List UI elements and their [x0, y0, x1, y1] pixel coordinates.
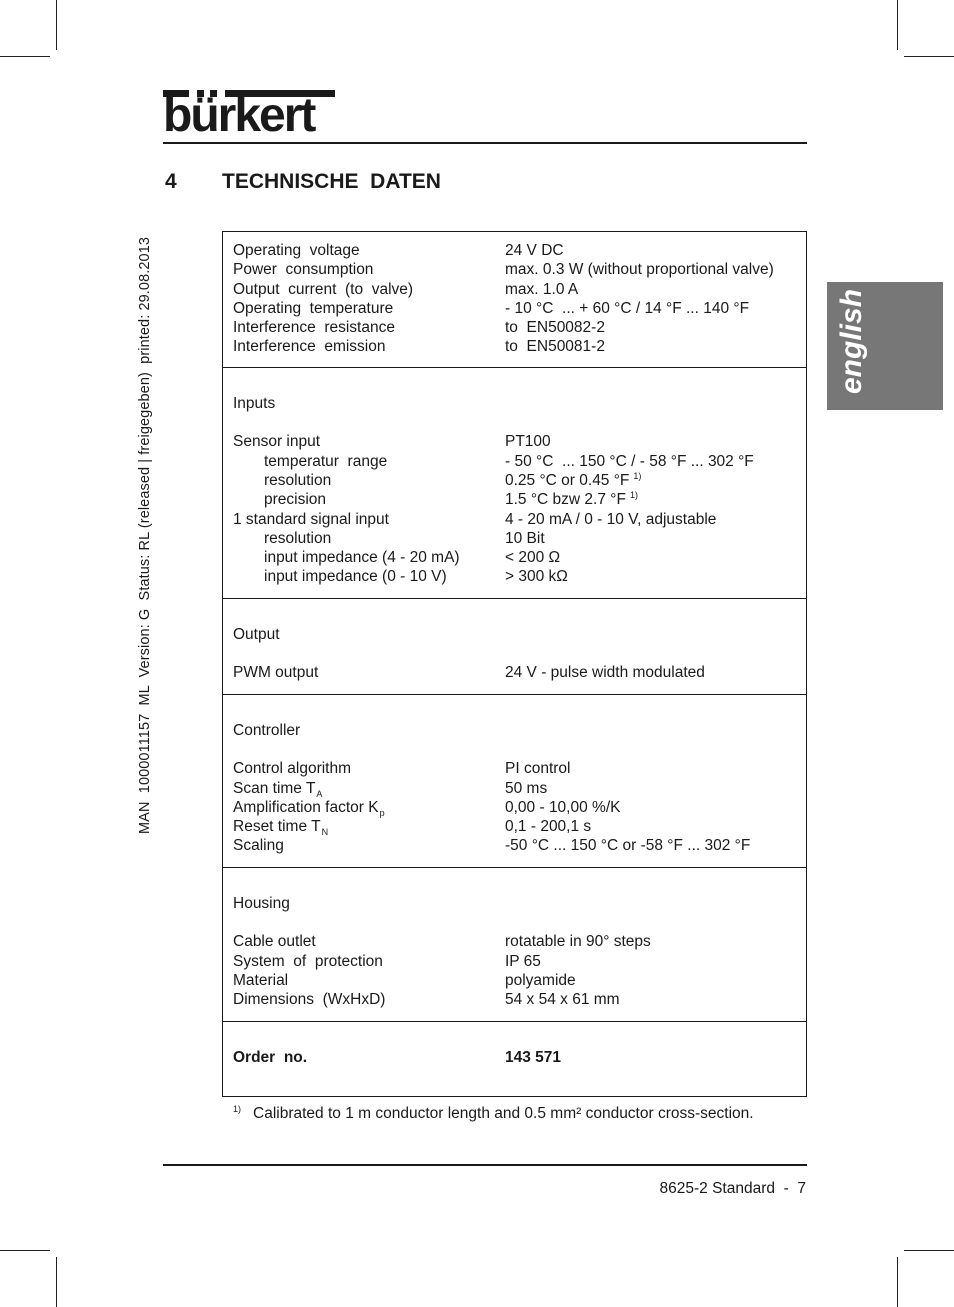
- spec-row: [233, 548, 796, 567]
- spec-row: [233, 260, 796, 279]
- language-tab: [827, 282, 943, 410]
- order-number-row: [233, 1048, 796, 1067]
- spec-value: 0,00 - 10,00 %/K: [505, 798, 621, 816]
- spec-key: Scaling: [233, 837, 284, 855]
- spec-row: [233, 510, 796, 529]
- spec-key: Dimensions (WxHxD): [233, 991, 386, 1009]
- spec-value: > 300 kΩ: [505, 568, 568, 586]
- spec-key: precision: [264, 491, 327, 509]
- spec-value: 4 - 20 mA / 0 - 10 V, adjustable: [505, 510, 717, 528]
- crop-mark: [56, 1257, 57, 1307]
- logo-wordmark: bürkert: [163, 89, 315, 142]
- spec-key: Power consumption: [233, 261, 374, 279]
- crop-mark: [904, 56, 954, 57]
- spec-key: 1 standard signal input: [233, 510, 389, 528]
- spec-key: System of protection: [233, 952, 383, 970]
- spec-row: [233, 490, 796, 509]
- spec-key: [233, 779, 505, 798]
- block-heading: Housing: [233, 894, 290, 912]
- footnote: [233, 1104, 754, 1123]
- block-heading-row: [233, 721, 796, 740]
- crop-mark: [897, 1257, 898, 1307]
- section-number: 4: [165, 170, 177, 193]
- spec-value: PI control: [505, 760, 571, 778]
- spec-value: rotatable in 90° steps: [505, 933, 651, 951]
- order-number-value: 143 571: [505, 1048, 562, 1066]
- block-heading-row: [233, 625, 796, 644]
- spec-table: [222, 231, 807, 1097]
- spec-value: 24 V - pulse width modulated: [505, 664, 705, 682]
- spec-value: 10 Bit: [505, 529, 545, 547]
- order-number-label: Order no.: [233, 1048, 308, 1066]
- spec-value: polyamide: [505, 971, 576, 989]
- spec-key: Output current (to valve): [233, 280, 414, 298]
- footnote-ref: 1): [629, 490, 638, 501]
- brand-logo: [163, 90, 335, 140]
- spec-value: max. 0.3 W (without proportional valve): [505, 261, 774, 279]
- spec-block-order: [223, 1021, 806, 1096]
- footer-rule: [163, 1164, 807, 1166]
- spec-row: [233, 759, 796, 778]
- section-heading: TECHNISCHE DATEN: [222, 170, 441, 193]
- spec-key: input impedance (0 - 10 V): [264, 568, 447, 586]
- block-heading: Controller: [233, 721, 301, 739]
- spec-key: Sensor input: [233, 433, 321, 451]
- spec-row: [233, 971, 796, 990]
- crop-mark: [904, 1250, 954, 1251]
- spec-value: PT100: [505, 433, 551, 451]
- spec-row: [233, 471, 796, 490]
- block-heading-row: [233, 394, 796, 413]
- spec-row: [233, 529, 796, 548]
- spec-row: [233, 567, 796, 586]
- spec-value: [505, 490, 796, 509]
- spec-key-text: Scan time T: [233, 779, 316, 797]
- spec-row: [233, 779, 796, 798]
- footnote-text: Calibrated to 1 m conductor length and 0.5 mm² conductor cross-section.: [253, 1105, 754, 1122]
- spec-key: Material: [233, 971, 289, 989]
- spec-row: [233, 318, 796, 337]
- section-title: [165, 170, 441, 194]
- spec-value-text: 0.25 °C or 0.45 °F: [505, 471, 630, 489]
- spec-row: [233, 932, 796, 951]
- page-footer: 8625-2 Standard - 7: [659, 1180, 806, 1197]
- spec-key: Cable outlet: [233, 933, 316, 951]
- header-rule: [163, 142, 807, 144]
- spec-value: < 200 Ω: [505, 549, 561, 567]
- spec-block-controller: [223, 694, 806, 867]
- spec-key-text: Amplification factor K: [233, 798, 379, 816]
- spec-value: to EN50081-2: [505, 338, 605, 356]
- spec-value: - 50 °C ... 150 °C / - 58 °F ... 302 °F: [505, 452, 754, 470]
- subscript: N: [321, 827, 329, 838]
- spec-row: [233, 990, 796, 1009]
- crop-mark: [897, 0, 898, 50]
- spec-block-general: [223, 232, 806, 367]
- spec-value-text: 1.5 °C bzw 2.7 °F: [505, 491, 626, 509]
- spec-row: [233, 299, 796, 318]
- spec-value: max. 1.0 A: [505, 280, 579, 298]
- footnote-mark: 1): [233, 1104, 242, 1114]
- spec-value: to EN50082-2: [505, 319, 605, 337]
- spec-key: Operating voltage: [233, 242, 360, 259]
- crop-mark: [0, 56, 50, 57]
- spec-block-inputs: [223, 367, 806, 598]
- spec-key: resolution: [264, 529, 332, 547]
- footnote-ref: 1): [633, 470, 642, 481]
- crop-mark: [56, 0, 57, 50]
- spec-row: [233, 337, 796, 356]
- spec-value: 50 ms: [505, 779, 548, 797]
- spec-key: Interference emission: [233, 338, 386, 356]
- spec-key: Control algorithm: [233, 760, 352, 778]
- spec-key: PWM output: [233, 664, 319, 682]
- spec-value: [505, 471, 796, 490]
- spec-value: -50 °C ... 150 °C or -58 °F ... 302 °F: [505, 837, 751, 855]
- subscript: p: [379, 807, 385, 818]
- spec-key: Operating temperature: [233, 299, 394, 317]
- spec-key-text: Reset time T: [233, 818, 321, 836]
- spec-row: [233, 432, 796, 451]
- crop-mark: [0, 1250, 50, 1251]
- language-tab-label: english: [835, 288, 868, 394]
- spec-row: [233, 241, 796, 260]
- document-status-line: MAN 1000011157 ML Version: G Status: RL (released | freigegeben) printed: 29.08.2013: [137, 236, 153, 834]
- spec-value: - 10 °C ... + 60 °C / 14 °F ... 140 °F: [505, 299, 750, 317]
- block-heading: Output: [233, 625, 280, 643]
- subscript: A: [316, 788, 323, 799]
- spec-value: 24 V DC: [505, 242, 564, 259]
- spec-block-housing: [223, 867, 806, 1021]
- spec-key: temperatur range: [264, 452, 388, 470]
- spec-key: [233, 817, 505, 836]
- spec-key: Interference resistance: [233, 319, 395, 337]
- spec-row: [233, 663, 796, 682]
- spec-value: 0,1 - 200,1 s: [505, 818, 592, 836]
- spec-row: [233, 452, 796, 471]
- spec-value: 54 x 54 x 61 mm: [505, 991, 620, 1009]
- spec-value: IP 65: [505, 952, 541, 970]
- spec-key: [233, 798, 505, 817]
- spec-row: [233, 798, 796, 817]
- spec-key: input impedance (4 - 20 mA): [264, 549, 460, 567]
- spec-row: [233, 280, 796, 299]
- spec-row: [233, 817, 796, 836]
- spec-block-output: [223, 598, 806, 694]
- spec-row: [233, 952, 796, 971]
- block-heading: Inputs: [233, 394, 276, 412]
- spec-key: resolution: [264, 471, 332, 489]
- block-heading-row: [233, 894, 796, 913]
- spec-row: [233, 836, 796, 855]
